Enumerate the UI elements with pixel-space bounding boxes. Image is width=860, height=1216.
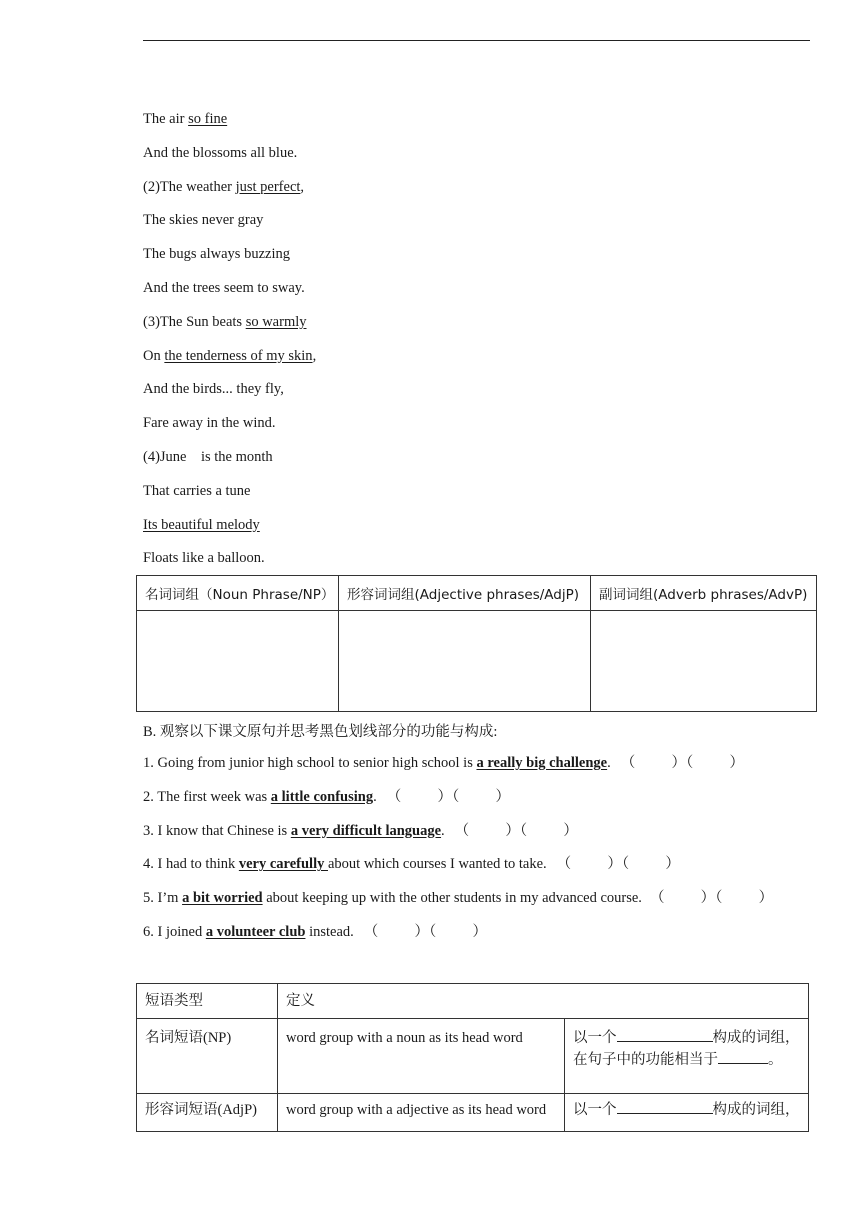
- question-list: [143, 752, 773, 955]
- header-adjp: 形容词词组(Adjective phrases/AdjP): [339, 576, 591, 611]
- poem-line: On the tenderness of my skin,: [143, 347, 317, 364]
- question-item: 6. I joined a volunteer club instead. （ ）（ ）: [143, 921, 773, 955]
- answer-parens[interactable]: （ ）（ ）: [454, 822, 578, 839]
- poem-line: (4)June is the month: [143, 448, 273, 465]
- fill-blank[interactable]: [617, 1027, 713, 1042]
- row-np-def: word group with a noun as its head word: [278, 1019, 565, 1094]
- poem-line: Its beautiful melody: [143, 516, 260, 533]
- phrase-definition-table: [136, 983, 809, 1132]
- fill-blank[interactable]: [617, 1099, 713, 1114]
- fill-blank[interactable]: [718, 1049, 768, 1064]
- row-adjp-def: word group with a adjective as its head word: [278, 1094, 565, 1132]
- row-np-type: 名词短语(NP): [137, 1019, 278, 1094]
- question-item: 3. I know that Chinese is a very difficult language. （ ）（ ）: [143, 820, 773, 854]
- header-np: 名词词组（Noun Phrase/NP）: [137, 576, 339, 611]
- answer-parens[interactable]: （ ）（ ）: [556, 856, 680, 873]
- poem-line: And the blossoms all blue.: [143, 144, 298, 161]
- answer-cell-advp[interactable]: [591, 611, 817, 712]
- phrase-classification-table: [136, 575, 817, 712]
- header-advp: 副词词组(Adverb phrases/AdvP): [591, 576, 817, 611]
- row-adjp-type: 形容词短语(AdjP): [137, 1094, 278, 1132]
- answer-parens[interactable]: （ ）（ ）: [649, 890, 774, 907]
- answer-parens[interactable]: （ ）（ ）: [620, 755, 744, 771]
- header-phrase-type: 短语类型: [137, 984, 278, 1019]
- row-np-cn: 以一个 构成的词组， 在句子中的功能相当于 。: [565, 1019, 809, 1094]
- poem-line: Fare away in the wind.: [143, 415, 276, 432]
- answer-cell-adjp[interactable]: [339, 611, 591, 712]
- answer-parens[interactable]: （ ）（ ）: [386, 788, 510, 805]
- poem-line: (2)The weather just perfect,: [143, 178, 305, 195]
- poem-line: The bugs always buzzing: [143, 246, 290, 263]
- poem-line: That carries a tune: [143, 482, 251, 499]
- question-item: 4. I had to think very carefully about which courses I wanted to take. （ ）（ ）: [143, 853, 773, 887]
- poem-line: The skies never gray: [143, 212, 264, 229]
- answer-cell-np[interactable]: [137, 611, 339, 712]
- answer-parens[interactable]: （ ）（ ）: [363, 923, 488, 940]
- poem-line: (3)The Sun beats so warmly: [143, 313, 307, 330]
- section-b-heading: B. 观察以下课文原句并思考黑色划线部分的功能与构成:: [143, 724, 498, 740]
- question-item: 5. I’m a bit worried about keeping up with the other students in my advanced course. （ ）（ ）: [143, 887, 773, 921]
- row-adjp-cn: 以一个 构成的词组，: [565, 1094, 809, 1132]
- poem: [143, 108, 316, 581]
- poem-line: And the trees seem to sway.: [143, 279, 305, 296]
- poem-line: The air so fine: [143, 111, 228, 127]
- header-definition: 定义: [278, 984, 809, 1019]
- question-item: 2. The first week was a little confusing. （ ）（ ）: [143, 786, 773, 820]
- header-rule: [143, 40, 810, 41]
- question-item: 1. Going from junior high school to senior high school is a really big challenge. （ ）（ ）: [143, 752, 773, 786]
- poem-line: And the birds... they fly,: [143, 381, 284, 398]
- poem-line: Floats like a balloon.: [143, 550, 265, 567]
